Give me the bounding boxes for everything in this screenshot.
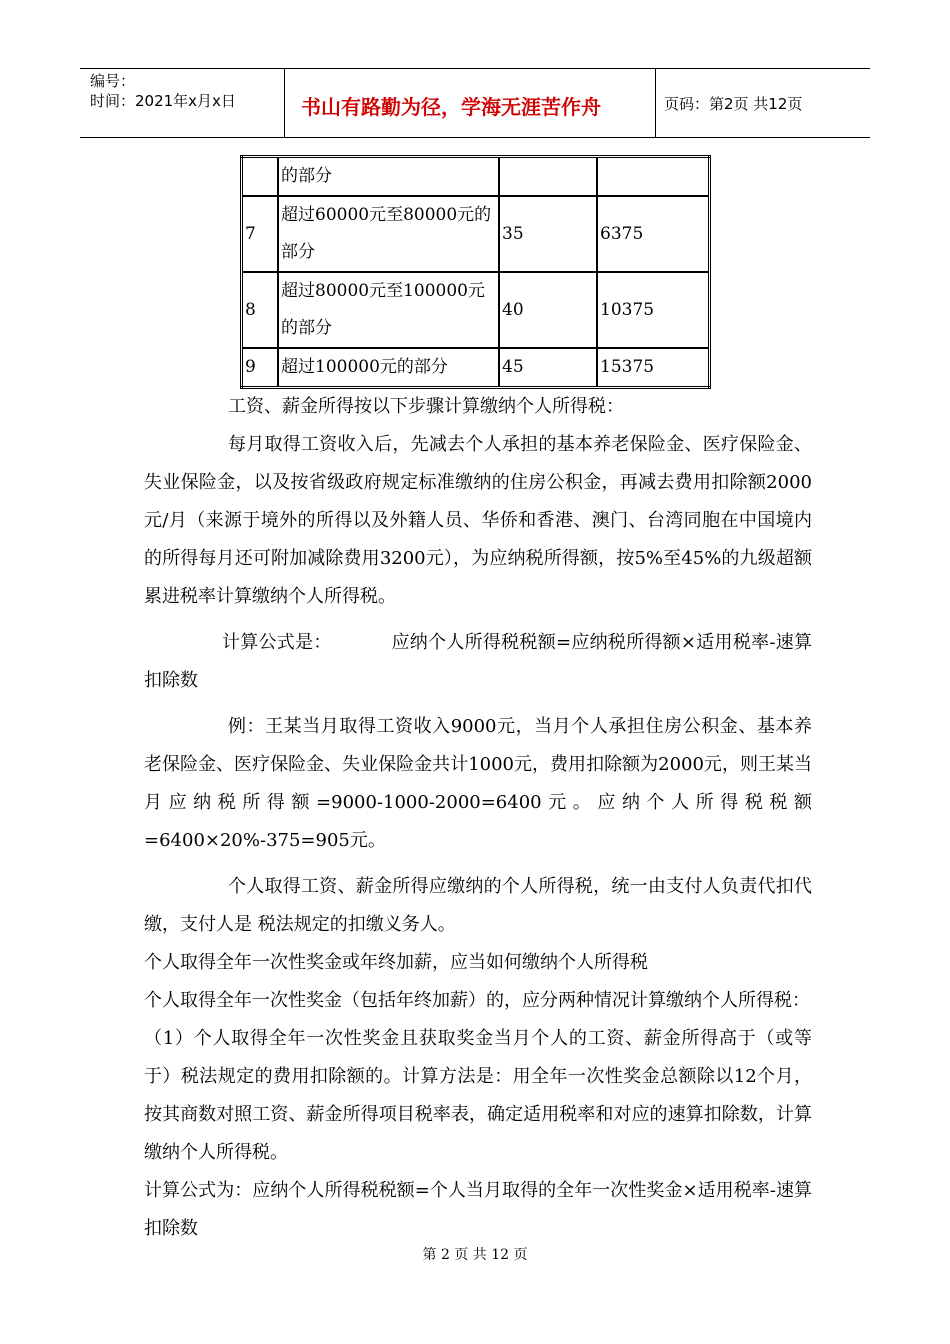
- quick-deduction: 15375: [597, 348, 710, 388]
- income-range: 超过100000元的部分: [278, 348, 499, 388]
- paragraph-bonus-intro: 个人取得全年一次性奖金（包括年终加薪）的，应分两种情况计算缴纳个人所得税：: [144, 990, 810, 1011]
- paragraph-bonus-formula: 计算公式为：应纳个人所得税税额=个人当月取得的全年一次性奖金×适用税率-速算扣除数: [144, 1180, 812, 1239]
- quick-deduction: [597, 157, 710, 197]
- table-row: [242, 196, 710, 272]
- tax-rate: [499, 157, 597, 197]
- row-number: [242, 157, 279, 197]
- quick-deduction: 10375: [597, 272, 710, 348]
- page-header: [80, 68, 870, 138]
- paragraph-bonus-heading: 个人取得全年一次性奖金或年终加薪，应当如何缴纳个人所得税: [144, 952, 648, 973]
- page-footer: 第 2 页 共 12 页: [422, 1247, 528, 1263]
- quick-deduction: 6375: [597, 196, 710, 272]
- table-row: [242, 272, 710, 348]
- document-body: [144, 388, 812, 1248]
- date-label: 时间：2021年x月x日: [90, 92, 236, 110]
- income-range: 超过60000元至80000元的部分: [278, 196, 499, 272]
- paragraph-calculation-steps: 每月取得工资收入后，先减去个人承担的基本养老保险金、医疗保险金、失业保险金，以及按省级政府规定标准缴纳的住房公积金，再减去费用扣除额2000元/月（来源于境外的所得以及外籍人员、华侨和香港、澳门、台湾同胞在中国境内的所得每月还可附加减除费用3200元），为应纳税所得额，按5%至45%的九级超额累进税率计算缴纳个人所得税。: [144, 434, 812, 607]
- table-row: [242, 157, 710, 197]
- income-range: 的部分: [278, 157, 499, 197]
- paragraph-steps-intro: 工资、薪金所得按以下步骤计算缴纳个人所得税：: [228, 396, 624, 417]
- table-row: [242, 348, 710, 388]
- page-info: 页码：第2页 共12页: [664, 95, 803, 113]
- code-label: 编号：: [90, 72, 136, 90]
- paragraph-withholding: 个人取得工资、薪金所得应缴纳的个人所得税，统一由支付人负责代扣代缴，支付人是 税法规定的扣缴义务人。: [144, 876, 812, 935]
- tax-rate: 40: [499, 272, 597, 348]
- paragraph-bonus-case-1: （1）个人取得全年一次性奖金且获取奖金当月个人的工资、薪金所得高于（或等于）税法规定的费用扣除额的。计算方法是：用全年一次性奖金总额除以12个月，按其商数对照工资、薪金所得项目税率表，确定适用税率和对应的速算扣除数，计算缴纳个人所得税。: [144, 1028, 812, 1163]
- motto: 书山有路勤为径，学海无涯苦作舟: [301, 95, 601, 119]
- paragraph-formula: 计算公式是： 应纳个人所得税税额=应纳税所得额×适用税率-速算扣除数: [144, 632, 812, 691]
- header-motto-cell: [284, 69, 656, 137]
- income-range: 超过80000元至100000元的部分: [278, 272, 499, 348]
- tax-rate: 45: [499, 348, 597, 388]
- paragraph-example: 例：王某当月取得工资收入9000元，当月个人承担住房公积金、基本养老保险金、医疗保险金、失业保险金共计1000元，费用扣除额为2000元，则王某当月应纳税所得额=9000-1000-2000=6400元。应纳个人所得税税额=6400×20%-375=905元。: [144, 716, 812, 851]
- row-number: 9: [242, 348, 279, 388]
- header-meta: [80, 69, 280, 137]
- tax-rate-table: [240, 155, 711, 389]
- row-number: 7: [242, 196, 279, 272]
- row-number: 8: [242, 272, 279, 348]
- tax-rate: 35: [499, 196, 597, 272]
